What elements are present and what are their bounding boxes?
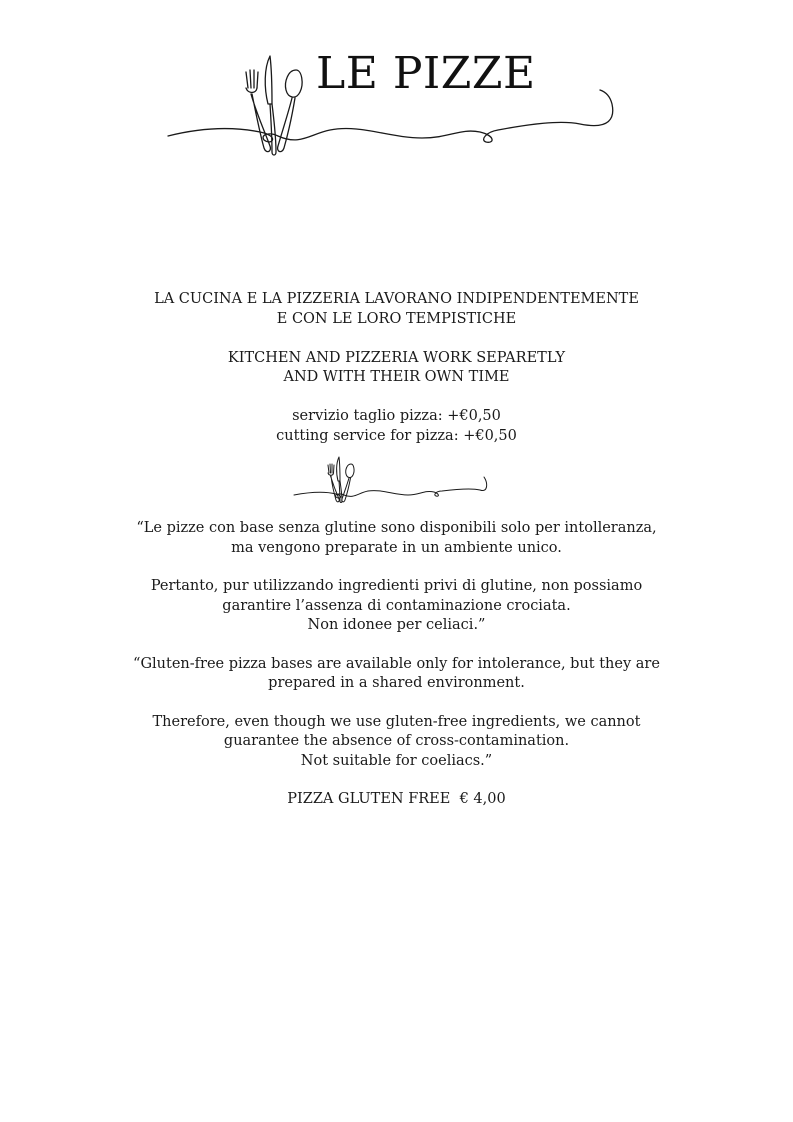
notice-line: KITCHEN AND PIZZERIA WORK SEPARETLY bbox=[227, 349, 566, 366]
cutting-service-it: servizio taglio pizza: +€0,50 bbox=[292, 408, 501, 424]
notice-line: E CON LE LORO TEMPISTICHE bbox=[276, 310, 517, 327]
cutting-service-en: cutting service for pizza: +€0,50 bbox=[276, 427, 517, 444]
cutlery-divider-icon bbox=[290, 455, 490, 505]
gluten-text-line: guarantee the absence of cross-contamination. bbox=[223, 733, 570, 749]
notice-section bbox=[90, 290, 703, 446]
gluten-text-line: Non idonee per celiaci.” bbox=[307, 617, 486, 633]
gluten-text-line: ma vengono preparate in un ambiente unico. bbox=[231, 539, 562, 556]
menu-header bbox=[0, 0, 793, 170]
gluten-text-line: “Gluten-free pizza bases are available only for intolerance, but they are bbox=[133, 655, 660, 672]
page-title: LE PIZZE bbox=[316, 48, 536, 99]
gluten-text-line: Therefore, even though we use gluten-free ingredients, we cannot bbox=[152, 713, 641, 730]
gluten-text-line: “Le pizze con base senza glutine sono disponibili solo per intolleranza, bbox=[136, 520, 657, 536]
gluten-text-line: garantire l’assenza di contaminazione crociata. bbox=[222, 597, 571, 614]
gluten-free-section bbox=[90, 519, 703, 810]
gluten-free-price: PIZZA GLUTEN FREE € 4,00 bbox=[287, 791, 506, 807]
notice-line: AND WITH THEIR OWN TIME bbox=[283, 369, 510, 385]
gluten-text-line: Not suitable for coeliacs.” bbox=[300, 752, 493, 769]
gluten-text-line: Pertanto, pur utilizzando ingredienti privi di glutine, non possiamo bbox=[150, 578, 643, 594]
notice-line: LA CUCINA E LA PIZZERIA LAVORANO INDIPENDENTEMENTE bbox=[154, 291, 639, 307]
gluten-text-line: prepared in a shared environment. bbox=[268, 675, 525, 691]
